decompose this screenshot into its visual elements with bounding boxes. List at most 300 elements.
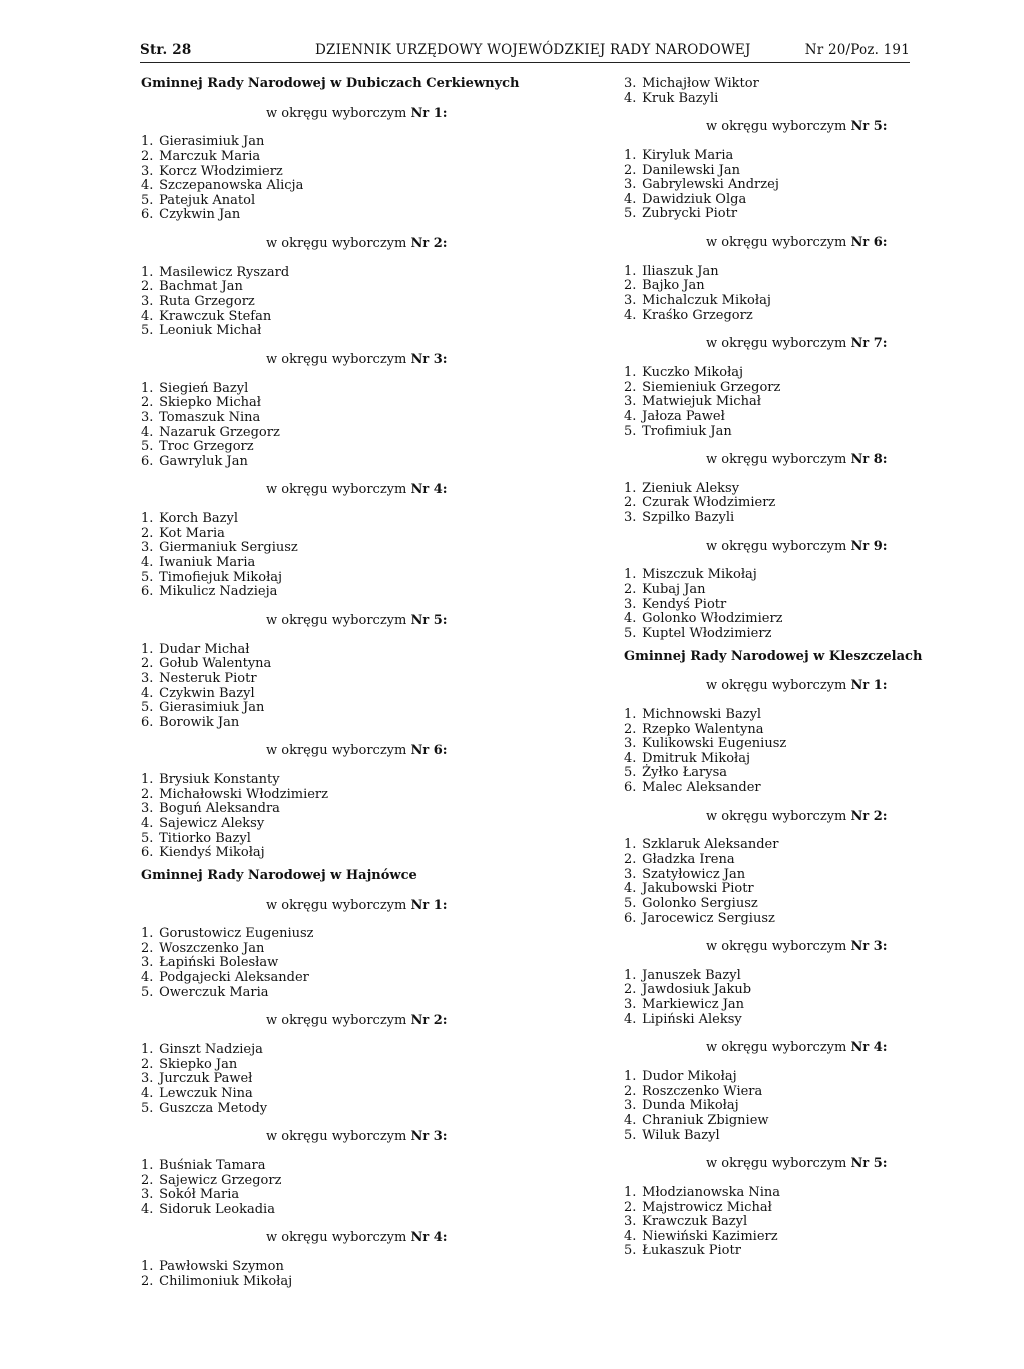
candidate-item bbox=[624, 1244, 964, 1259]
candidate-number: 1. bbox=[141, 1259, 154, 1275]
candidate-number: 3. bbox=[624, 293, 637, 309]
district-number: Nr 5: bbox=[850, 1156, 888, 1172]
candidate-name: Bajko Jan bbox=[642, 278, 705, 294]
candidate-item bbox=[624, 838, 964, 853]
candidate-number: 5. bbox=[141, 830, 154, 846]
candidate-number: 1. bbox=[141, 134, 154, 150]
district-label: w okręgu wyborczym bbox=[706, 678, 847, 694]
candidate-number: 2. bbox=[624, 278, 637, 294]
candidate-number: 5. bbox=[141, 192, 154, 208]
candidate-number: 2. bbox=[141, 786, 154, 802]
candidate-number: 6. bbox=[141, 584, 154, 600]
candidate-item bbox=[624, 766, 964, 781]
district-number: Nr 9: bbox=[850, 538, 888, 554]
district-number: Nr 6: bbox=[410, 743, 448, 759]
candidate-name: Golonko Włodzimierz bbox=[642, 611, 783, 627]
candidate-name: Gładzka Irena bbox=[642, 851, 735, 867]
candidate-number: 5. bbox=[624, 625, 637, 641]
candidate-name: Michalczuk Mikołaj bbox=[642, 293, 771, 309]
candidate-item bbox=[624, 164, 964, 179]
candidate-item bbox=[141, 788, 541, 803]
candidate-item bbox=[624, 178, 964, 193]
candidate-list bbox=[141, 512, 541, 600]
district-heading bbox=[624, 236, 964, 251]
district-heading bbox=[141, 107, 541, 122]
candidate-number: 2. bbox=[141, 1056, 154, 1072]
district-label: w okręgu wyborczym bbox=[266, 1129, 407, 1145]
district-label: w okręgu wyborczym bbox=[266, 236, 407, 252]
candidate-number: 4. bbox=[624, 408, 637, 424]
candidate-list bbox=[624, 969, 964, 1028]
candidate-item bbox=[141, 1102, 541, 1117]
candidate-item bbox=[141, 716, 541, 731]
candidate-name: Czykwin Jan bbox=[159, 207, 241, 223]
candidate-item bbox=[624, 998, 964, 1013]
candidate-name: Woszczenko Jan bbox=[159, 940, 265, 956]
candidate-name: Marczuk Maria bbox=[159, 148, 261, 164]
candidate-number: 1. bbox=[624, 263, 637, 279]
candidate-number: 3. bbox=[141, 1071, 154, 1087]
left-column bbox=[141, 77, 541, 1289]
candidate-item bbox=[141, 512, 541, 527]
candidate-item bbox=[141, 986, 541, 1001]
candidate-name: Guszcza Metody bbox=[159, 1100, 268, 1116]
candidate-name: Kubaj Jan bbox=[642, 582, 706, 598]
candidate-list bbox=[624, 1186, 964, 1259]
candidate-number: 2. bbox=[624, 379, 637, 395]
candidate-list bbox=[624, 77, 964, 106]
candidate-name: Dudor Mikołaj bbox=[642, 1069, 737, 1085]
candidate-item bbox=[141, 1260, 541, 1275]
candidate-item bbox=[624, 627, 964, 642]
candidate-item bbox=[624, 279, 964, 294]
candidate-item bbox=[624, 482, 964, 497]
candidate-name: Iwaniuk Maria bbox=[159, 555, 256, 571]
candidate-number: 5. bbox=[141, 323, 154, 339]
candidate-item bbox=[624, 309, 964, 324]
candidate-name: Nesteruk Piotr bbox=[159, 670, 257, 686]
candidate-number: 1. bbox=[141, 1042, 154, 1058]
candidate-item bbox=[624, 1186, 964, 1201]
candidate-number: 2. bbox=[141, 279, 154, 295]
candidate-item bbox=[624, 853, 964, 868]
candidate-item bbox=[141, 571, 541, 586]
candidate-number: 3. bbox=[141, 294, 154, 310]
candidate-name: Łukaszuk Piotr bbox=[642, 1243, 741, 1259]
candidate-number: 6. bbox=[141, 207, 154, 223]
candidate-item bbox=[624, 511, 964, 526]
candidate-list bbox=[141, 1043, 541, 1116]
candidate-item bbox=[624, 496, 964, 511]
candidate-number: 3. bbox=[141, 801, 154, 817]
candidate-list bbox=[141, 1159, 541, 1218]
candidate-number: 1. bbox=[624, 706, 637, 722]
candidate-item bbox=[624, 381, 964, 396]
candidate-number: 6. bbox=[624, 910, 637, 926]
district-label: w okręgu wyborczym bbox=[706, 452, 847, 468]
candidate-name: Wiluk Bazyl bbox=[642, 1127, 720, 1143]
candidate-number: 1. bbox=[141, 511, 154, 527]
candidate-number: 3. bbox=[624, 997, 637, 1013]
candidate-item bbox=[624, 1215, 964, 1230]
candidate-name: Sajewicz Grzegorz bbox=[159, 1172, 282, 1188]
candidate-item bbox=[624, 193, 964, 208]
candidate-item bbox=[141, 1072, 541, 1087]
district-number: Nr 3: bbox=[850, 939, 888, 955]
candidate-item bbox=[624, 1013, 964, 1028]
candidate-name: Zubrycki Piotr bbox=[642, 206, 738, 222]
candidate-item bbox=[624, 265, 964, 280]
district-label: w okręgu wyborczym bbox=[706, 1156, 847, 1172]
candidate-name: Krawczuk Bazyl bbox=[642, 1214, 748, 1230]
candidate-number: 5. bbox=[624, 1243, 637, 1259]
district-number: Nr 4: bbox=[850, 1040, 888, 1056]
candidate-number: 1. bbox=[141, 380, 154, 396]
candidate-number: 2. bbox=[624, 1083, 637, 1099]
candidate-list bbox=[141, 382, 541, 470]
candidate-number: 3. bbox=[624, 76, 637, 91]
candidate-item bbox=[141, 310, 541, 325]
candidate-name: Jałoza Paweł bbox=[642, 408, 725, 424]
candidate-number: 3. bbox=[141, 1187, 154, 1203]
candidate-name: Gabrylewski Andrzej bbox=[642, 177, 779, 193]
candidate-number: 4. bbox=[624, 191, 637, 207]
candidate-name: Lewczuk Nina bbox=[159, 1085, 253, 1101]
candidate-name: Miszczuk Mikołaj bbox=[642, 567, 757, 583]
candidate-number: 5. bbox=[141, 1100, 154, 1116]
district-label: w okręgu wyborczym bbox=[706, 119, 847, 135]
candidate-number: 5. bbox=[624, 765, 637, 781]
district-heading bbox=[141, 899, 541, 914]
candidate-number: 1. bbox=[624, 1069, 637, 1085]
candidate-item bbox=[141, 541, 541, 556]
candidate-name: Niewiński Kazimierz bbox=[642, 1228, 778, 1244]
district-number: Nr 2: bbox=[850, 808, 888, 824]
candidate-item bbox=[141, 1174, 541, 1189]
candidate-number: 4. bbox=[624, 1011, 637, 1027]
candidate-list bbox=[141, 1260, 541, 1289]
district-label: w okręgu wyborczym bbox=[706, 235, 847, 251]
district-label: w okręgu wyborczym bbox=[706, 538, 847, 554]
candidate-name: Dawidziuk Olga bbox=[642, 191, 747, 207]
candidate-list bbox=[624, 568, 964, 641]
district-label: w okręgu wyborczym bbox=[706, 939, 847, 955]
candidate-item bbox=[141, 1159, 541, 1174]
candidate-item bbox=[141, 266, 541, 281]
candidate-item bbox=[624, 149, 964, 164]
candidate-item bbox=[624, 395, 964, 410]
candidate-name: Krawczuk Stefan bbox=[159, 308, 272, 324]
district-label: w okręgu wyborczym bbox=[266, 612, 407, 628]
candidate-number: 6. bbox=[624, 780, 637, 796]
candidate-name: Żyłko Łarysa bbox=[642, 765, 727, 781]
candidate-item bbox=[624, 723, 964, 738]
district-heading bbox=[624, 1041, 964, 1056]
candidate-number: 2. bbox=[624, 162, 637, 178]
candidate-number: 1. bbox=[141, 1157, 154, 1173]
candidate-name: Sidoruk Leokadia bbox=[159, 1201, 275, 1217]
candidate-name: Dudar Michał bbox=[159, 641, 250, 657]
candidate-number: 2. bbox=[624, 495, 637, 511]
candidate-number: 3. bbox=[624, 736, 637, 752]
candidate-item bbox=[141, 971, 541, 986]
candidate-name: Michałowski Włodzimierz bbox=[159, 786, 328, 802]
candidate-number: 3. bbox=[141, 955, 154, 971]
candidate-list bbox=[624, 1070, 964, 1143]
candidate-name: Jawdosiuk Jakub bbox=[642, 982, 752, 998]
candidate-list bbox=[624, 149, 964, 222]
district-number: Nr 7: bbox=[850, 336, 888, 352]
candidate-number: 3. bbox=[624, 177, 637, 193]
candidate-name: Roszczenko Wiera bbox=[642, 1083, 763, 1099]
candidate-number: 2. bbox=[141, 940, 154, 956]
candidate-name: Malec Aleksander bbox=[642, 780, 761, 796]
candidate-item bbox=[624, 410, 964, 425]
candidate-name: Siemieniuk Grzegorz bbox=[642, 379, 781, 395]
candidate-item bbox=[141, 1188, 541, 1203]
candidate-name: Buśniak Tamara bbox=[159, 1157, 266, 1173]
candidate-name: Młodzianowska Nina bbox=[642, 1184, 780, 1200]
issue-number: Nr 20/Poz. 191 bbox=[804, 42, 910, 58]
candidate-name: Szatyłowicz Jan bbox=[642, 866, 746, 882]
candidate-name: Korch Bazyl bbox=[159, 511, 238, 527]
district-heading bbox=[141, 1231, 541, 1246]
candidate-number: 5. bbox=[141, 439, 154, 455]
candidate-name: Michnowski Bazyl bbox=[642, 706, 762, 722]
candidate-item bbox=[624, 1201, 964, 1216]
candidate-item bbox=[141, 643, 541, 658]
candidate-name: Lipiński Aleksy bbox=[642, 1011, 742, 1027]
candidate-item bbox=[624, 77, 964, 92]
district-heading bbox=[141, 744, 541, 759]
district-number: Nr 5: bbox=[850, 119, 888, 135]
candidate-item bbox=[141, 179, 541, 194]
district-number: Nr 6: bbox=[850, 235, 888, 251]
candidate-item bbox=[624, 1230, 964, 1245]
candidate-number: 3. bbox=[624, 394, 637, 410]
candidate-item bbox=[141, 208, 541, 223]
candidate-item bbox=[141, 817, 541, 832]
district-number: Nr 5: bbox=[410, 612, 448, 628]
candidate-item bbox=[141, 135, 541, 150]
candidate-name: Kot Maria bbox=[159, 525, 225, 541]
candidate-number: 5. bbox=[624, 423, 637, 439]
candidate-name: Jurczuk Paweł bbox=[159, 1071, 253, 1087]
candidate-name: Januszek Bazyl bbox=[642, 967, 741, 983]
candidate-name: Tomaszuk Nina bbox=[159, 409, 261, 425]
candidate-item bbox=[141, 701, 541, 716]
candidate-list bbox=[624, 265, 964, 324]
candidate-name: Korcz Włodzimierz bbox=[159, 163, 283, 179]
candidate-name: Siegień Bazyl bbox=[159, 380, 249, 396]
candidate-name: Trofimiuk Jan bbox=[642, 423, 732, 439]
candidate-name: Gorustowicz Eugeniusz bbox=[159, 926, 314, 942]
candidate-item bbox=[141, 657, 541, 672]
candidate-name: Jarocewicz Sergiusz bbox=[642, 910, 775, 926]
candidate-name: Rzepko Walentyna bbox=[642, 721, 764, 737]
candidate-number: 2. bbox=[624, 582, 637, 598]
page-header bbox=[140, 40, 910, 63]
candidate-number: 3. bbox=[141, 670, 154, 686]
candidate-item bbox=[624, 207, 964, 222]
district-label: w okręgu wyborczym bbox=[266, 1013, 407, 1029]
candidate-name: Szczepanowska Alicja bbox=[159, 178, 304, 194]
page-number: Str. 28 bbox=[140, 42, 192, 58]
candidate-name: Kuptel Włodzimierz bbox=[642, 625, 772, 641]
candidate-name: Golonko Sergiusz bbox=[642, 895, 758, 911]
candidate-name: Patejuk Anatol bbox=[159, 192, 256, 208]
candidate-item bbox=[141, 295, 541, 310]
district-heading bbox=[141, 237, 541, 252]
candidate-name: Nazaruk Grzegorz bbox=[159, 424, 280, 440]
candidate-number: 3. bbox=[624, 596, 637, 612]
candidate-item bbox=[624, 1114, 964, 1129]
candidate-number: 3. bbox=[624, 1098, 637, 1114]
candidate-name: Brysiuk Konstanty bbox=[159, 772, 280, 788]
candidate-list bbox=[624, 366, 964, 439]
candidate-name: Sajewicz Aleksy bbox=[159, 815, 265, 831]
candidate-number: 3. bbox=[141, 409, 154, 425]
district-number: Nr 1: bbox=[410, 105, 448, 121]
candidate-name: Czykwin Bazyl bbox=[159, 685, 255, 701]
district-heading bbox=[624, 120, 964, 135]
candidate-item bbox=[141, 527, 541, 542]
candidate-item bbox=[624, 366, 964, 381]
candidate-number: 5. bbox=[141, 700, 154, 716]
candidate-number: 4. bbox=[624, 1112, 637, 1128]
candidate-number: 4. bbox=[624, 750, 637, 766]
candidate-number: 4. bbox=[141, 424, 154, 440]
district-number: Nr 1: bbox=[850, 678, 888, 694]
candidate-list bbox=[141, 266, 541, 339]
candidate-name: Borowik Jan bbox=[159, 714, 240, 730]
section-title: Gminnej Rady Narodowej w Kleszczelach bbox=[624, 648, 923, 664]
candidate-name: Owerczuk Maria bbox=[159, 984, 269, 1000]
candidate-name: Dunda Mikołaj bbox=[642, 1098, 739, 1114]
candidate-item bbox=[141, 942, 541, 957]
district-number: Nr 2: bbox=[410, 236, 448, 252]
candidate-item bbox=[141, 1043, 541, 1058]
candidate-item bbox=[141, 1275, 541, 1290]
candidate-name: Ginszt Nadzieja bbox=[159, 1042, 263, 1058]
candidate-number: 5. bbox=[141, 984, 154, 1000]
candidate-item bbox=[624, 612, 964, 627]
section-title: Gminnej Rady Narodowej w Hajnówce bbox=[141, 867, 417, 883]
candidate-number: 4. bbox=[141, 178, 154, 194]
district-heading bbox=[624, 540, 964, 555]
candidate-name: Leoniuk Michał bbox=[159, 323, 262, 339]
candidate-name: Kuczko Mikołaj bbox=[642, 364, 744, 380]
district-number: Nr 3: bbox=[410, 351, 448, 367]
candidate-item bbox=[624, 708, 964, 723]
candidate-list bbox=[141, 135, 541, 223]
candidate-number: 5. bbox=[141, 569, 154, 585]
candidate-item bbox=[141, 832, 541, 847]
publication-title: DZIENNIK URZĘDOWY WOJEWÓDZKIEJ RADY NARODOWEJ bbox=[315, 42, 751, 58]
candidate-number: 4. bbox=[141, 1085, 154, 1101]
candidate-item bbox=[141, 396, 541, 411]
candidate-name: Skiepko Jan bbox=[159, 1056, 238, 1072]
district-heading bbox=[624, 940, 964, 955]
candidate-item bbox=[624, 294, 964, 309]
section-title: Gminnej Rady Narodowej w Dubiczach Cerkiewnych bbox=[141, 76, 520, 91]
candidate-item bbox=[624, 912, 964, 927]
candidate-item bbox=[141, 1058, 541, 1073]
candidate-item bbox=[624, 568, 964, 583]
candidate-list bbox=[624, 708, 964, 796]
candidate-item bbox=[624, 1085, 964, 1100]
candidate-number: 2. bbox=[141, 656, 154, 672]
district-heading bbox=[624, 337, 964, 352]
candidate-name: Masilewicz Ryszard bbox=[159, 264, 290, 280]
candidate-name: Kiryluk Maria bbox=[642, 147, 734, 163]
candidate-item bbox=[624, 969, 964, 984]
candidate-name: Danilewski Jan bbox=[642, 162, 740, 178]
district-heading bbox=[141, 1130, 541, 1145]
candidate-number: 2. bbox=[141, 1273, 154, 1289]
candidate-number: 4. bbox=[141, 815, 154, 831]
right-column bbox=[624, 77, 964, 1259]
candidate-number: 1. bbox=[624, 967, 637, 983]
candidate-number: 3. bbox=[624, 866, 637, 882]
candidate-item bbox=[141, 1203, 541, 1218]
candidate-name: Michajłow Wiktor bbox=[642, 76, 759, 91]
candidate-item bbox=[624, 737, 964, 752]
candidate-number: 4. bbox=[624, 1228, 637, 1244]
candidate-item bbox=[141, 927, 541, 942]
candidate-number: 4. bbox=[141, 970, 154, 986]
candidate-item bbox=[624, 781, 964, 796]
candidate-number: 1. bbox=[141, 641, 154, 657]
candidate-name: Majstrowicz Michał bbox=[642, 1199, 772, 1215]
candidate-name: Gołub Walentyna bbox=[159, 656, 272, 672]
district-heading bbox=[624, 453, 964, 468]
district-label: w okręgu wyborczym bbox=[706, 808, 847, 824]
candidate-number: 6. bbox=[141, 453, 154, 469]
candidate-item bbox=[141, 672, 541, 687]
candidate-item bbox=[141, 455, 541, 470]
candidate-item bbox=[141, 1087, 541, 1102]
candidate-number: 1. bbox=[624, 1184, 637, 1200]
candidate-name: Skiepko Michał bbox=[159, 395, 262, 411]
candidate-number: 1. bbox=[141, 264, 154, 280]
candidate-number: 3. bbox=[624, 510, 637, 526]
district-label: w okręgu wyborczym bbox=[266, 105, 407, 121]
district-heading bbox=[624, 679, 964, 694]
candidate-name: Kraśko Grzegorz bbox=[642, 307, 753, 323]
candidate-name: Kruk Bazyli bbox=[642, 90, 719, 106]
candidate-name: Titiorko Bazyl bbox=[159, 830, 251, 846]
candidate-number: 4. bbox=[141, 685, 154, 701]
candidate-item bbox=[141, 165, 541, 180]
candidate-number: 2. bbox=[624, 982, 637, 998]
district-number: Nr 8: bbox=[850, 452, 888, 468]
candidate-name: Timofiejuk Mikołaj bbox=[159, 569, 283, 585]
candidate-name: Kiendyś Mikołaj bbox=[159, 845, 265, 861]
candidate-number: 4. bbox=[141, 555, 154, 571]
district-number: Nr 3: bbox=[410, 1129, 448, 1145]
candidate-item bbox=[141, 773, 541, 788]
candidate-name: Szklaruk Aleksander bbox=[642, 837, 779, 853]
district-heading bbox=[624, 1157, 964, 1172]
candidate-name: Markiewicz Jan bbox=[642, 997, 745, 1013]
candidate-name: Podgajecki Aleksander bbox=[159, 970, 309, 986]
candidate-number: 2. bbox=[141, 525, 154, 541]
candidate-number: 2. bbox=[624, 721, 637, 737]
candidate-number: 5. bbox=[624, 895, 637, 911]
candidate-name: Łapiński Bolesław bbox=[159, 955, 279, 971]
district-number: Nr 2: bbox=[410, 1013, 448, 1029]
